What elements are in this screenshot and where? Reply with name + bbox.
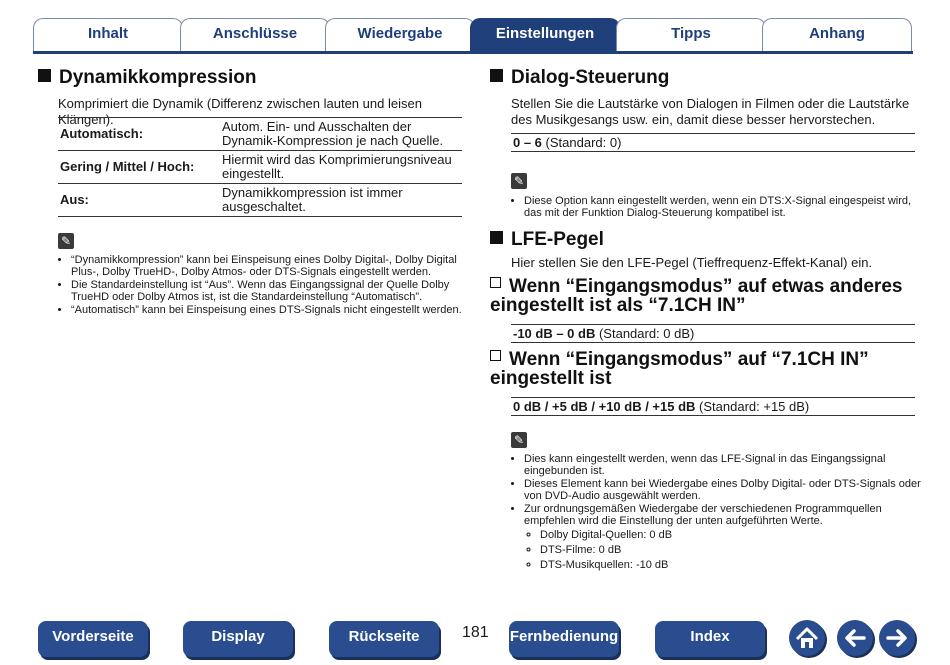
display-button[interactable]: Display: [183, 621, 293, 657]
row-key: Gering / Mittel / Hoch:: [58, 151, 220, 184]
box-bullet-icon: [490, 277, 501, 288]
vorderseite-button[interactable]: Vorderseite: [38, 621, 148, 657]
dialog-notes: [511, 195, 924, 220]
tab-einstellungen[interactable]: Einstellungen: [470, 18, 620, 52]
tab-wiedergabe[interactable]: Wiedergabe: [325, 18, 475, 52]
dynamik-table: [58, 117, 462, 217]
rueckseite-button[interactable]: Rückseite: [329, 621, 439, 657]
note-item: • Zur ordnungsgemäßen Wiedergabe der verschiedenen Programmquellen empfehlen wird die Einstellung der unten aufgeführten Werte. ◦ Dolby Digital-Quellen: 0 dB ◦ DTS-Filme: 0 dB ◦ DTS-Musikquellen: -10 dB: [524, 503, 924, 571]
pencil-note-icon: ✎: [511, 432, 527, 448]
tab-underline: [33, 51, 913, 54]
table-row: [58, 184, 462, 217]
fernbedienung-button[interactable]: Fernbedienung: [509, 621, 619, 657]
note-item: • Dieses Element kann bei Wiedergabe eines Dolby Digital- oder DTS-Signals oder von DVD-Audio ausgewählt werden.: [524, 478, 924, 502]
arrow-right-icon: [879, 620, 915, 656]
square-bullet-icon: [490, 231, 503, 244]
note-item: • “Dynamikkompression” kann bei Einspeisung eines Dolby Digital-, Dolby Digital Plus-, Dolby TrueHD-, Dolby Atmos- oder DTS-Signals eingestellt werden.: [71, 254, 471, 278]
heading-sub2: Wenn “Eingangsmodus” auf “7.1CH IN” eingestellt ist: [490, 349, 869, 389]
dynamik-intro: Komprimiert die Dynamik (Differenz zwischen lauten und leisen Klängen).: [58, 96, 422, 127]
table-row: [58, 118, 462, 151]
sub-note-item: ◦ DTS-Musikquellen: -10 dB: [540, 559, 924, 571]
heading-dynamikkompression: Dynamikkompression: [38, 67, 256, 89]
sub-note-item: ◦ Dolby Digital-Quellen: 0 dB: [540, 529, 924, 541]
tab-tipps[interactable]: Tipps: [616, 18, 766, 52]
row-key: Automatisch:: [58, 118, 220, 151]
sub2-range: 0 dB / +5 dB / +10 dB / +15 dB (Standard: +15 dB): [511, 397, 915, 416]
pencil-note-icon: ✎: [58, 233, 74, 249]
sub1-range: -10 dB – 0 dB (Standard: 0 dB): [511, 324, 915, 343]
page-number: 181: [462, 624, 489, 641]
sub-note-list: [524, 529, 924, 571]
dialog-intro: Stellen Sie die Lautstärke von Dialogen in Filmen oder die Lautstärke des Musikgesangs usw. ein, damit diese besser hervorstechen.: [511, 96, 910, 127]
box-bullet-icon: [490, 350, 501, 361]
note-item: • Dies kann eingestellt werden, wenn das LFE-Signal in das Eingangssignal eingebunden ist.: [524, 453, 924, 477]
tab-anschluesse[interactable]: Anschlüsse: [180, 18, 330, 52]
home-icon: [789, 620, 825, 656]
sub-note-item: ◦ DTS-Filme: 0 dB: [540, 544, 924, 556]
home-button[interactable]: [789, 620, 825, 656]
row-value: Hiermit wird das Komprimierungsniveau eingestellt.: [220, 151, 462, 184]
index-button[interactable]: Index: [655, 621, 765, 657]
table-row: [58, 151, 462, 184]
row-value: Autom. Ein- und Ausschalten der Dynamik-Kompression je nach Quelle.: [220, 118, 462, 151]
note-item: • Diese Option kann eingestellt werden, wenn ein DTS:X-Signal eingespeist wird, das mit der Funktion Dialog-Steuerung kompatibel ist.: [524, 195, 924, 219]
dynamik-notes: [58, 254, 471, 317]
tab-anhang[interactable]: Anhang: [762, 18, 912, 52]
square-bullet-icon: [490, 69, 503, 82]
pencil-note-icon: ✎: [511, 173, 527, 189]
row-key: Aus:: [58, 184, 220, 217]
forward-button[interactable]: [879, 620, 915, 656]
heading-sub1: Wenn “Eingangsmodus” auf etwas anderes eingestellt ist als “7.1CH IN”: [490, 276, 903, 316]
lfe-intro: Hier stellen Sie den LFE-Pegel (Tieffrequenz-Effekt-Kanal) ein.: [511, 255, 873, 270]
row-value: Dynamikkompression ist immer ausgeschaltet.: [220, 184, 462, 217]
heading-dialog-steuerung: Dialog-Steuerung: [490, 67, 669, 89]
tab-inhalt[interactable]: Inhalt: [33, 18, 183, 52]
back-button[interactable]: [837, 620, 873, 656]
heading-lfe-pegel: LFE-Pegel: [490, 229, 604, 251]
lfe-notes: [511, 453, 924, 574]
square-bullet-icon: [38, 69, 51, 82]
dialog-range: 0 – 6 (Standard: 0): [511, 133, 915, 152]
arrow-left-icon: [837, 620, 873, 656]
note-item: • “Automatisch” kann bei Einspeisung eines DTS-Signals nicht eingestellt werden.: [71, 304, 471, 316]
note-item: • Die Standardeinstellung ist “Aus”. Wenn das Eingangssignal der Quelle Dolby TrueHD oder Dolby Atmos ist, ist die Standardeinstellung “Automatisch”.: [71, 279, 471, 303]
